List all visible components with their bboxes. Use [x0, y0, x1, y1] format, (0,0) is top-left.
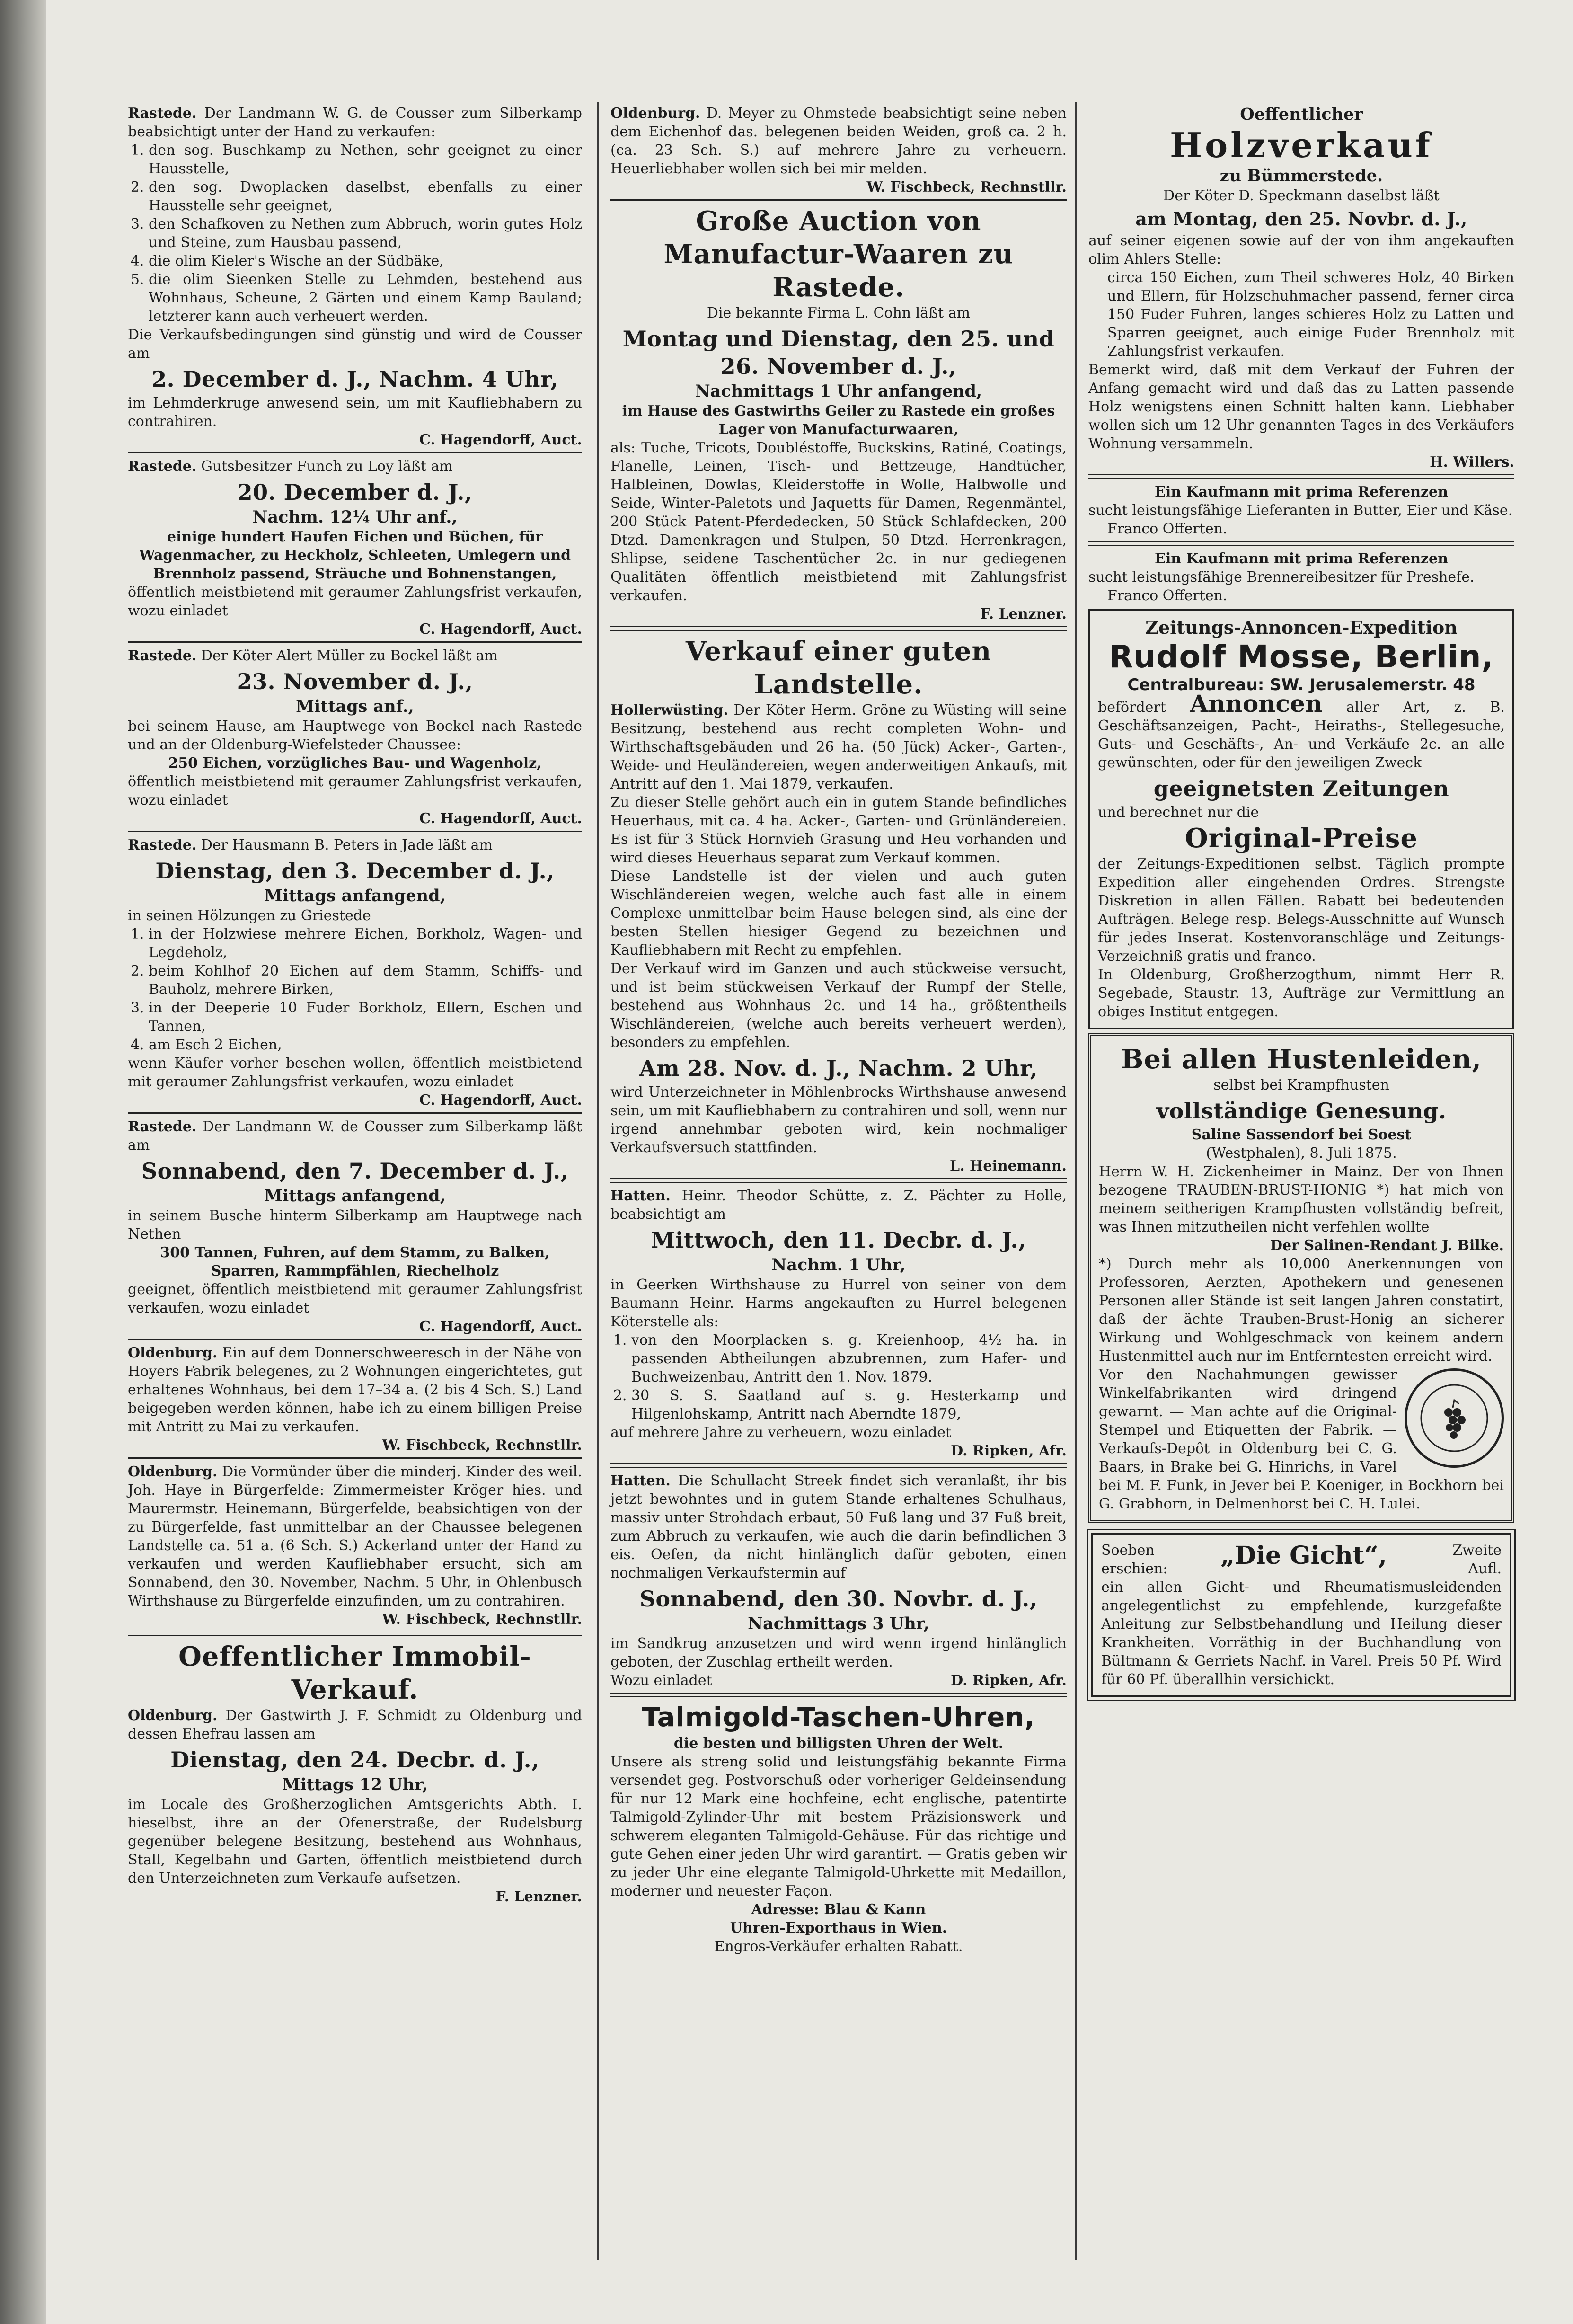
ad-separator [1088, 541, 1514, 546]
ad-kaufmann-butter: Ein Kaufmann mit prima Referenzen sucht leistungsfähige Lieferanten in Butter, Eier und Käse. Franco Offerten. [1088, 484, 1513, 537]
column-divider [597, 102, 599, 2260]
ad-separator [128, 1632, 582, 1636]
ad-separator [610, 199, 1067, 201]
ad-separator [610, 1693, 1067, 1697]
ad-manufactur-auction: Große Auction von Manufactur-Waaren zu Rastede. Die bekannte Firma L. Cohn läßt am Montag und Dienstag, den 25. und 26. November d. J., Nachmittags 1 Uhr anfangend, im Hause des Gastwirths Geiler zu Rastede ein großes Lager von Manufacturwaaren, als: Tuche, Tricots, Doubléstoffe, Buckskins, Ratiné, Coatings, Flanelle, Leinen, Tisch- und Bettzeuge, Handtücher, Halbleinen, Dowlas, Kleiderstoffe in Wolle, Halbwolle und Seide, Winter-Paletots und Jaquetts für Damen, Regenmäntel, 200 Stück Patent-Pferdedecken, 50 Stück Schlafdecken, 200 Dtzd. Damenkragen und Stulpen, 50 Dtzd. Herrenkragen, Shlipse, seidene Taschentücher 2c. in nur gediegenen Qualitäten öffentlich meistbietend mit Zahlungsfrist verkaufen. F. Lenzner. [610, 205, 1067, 622]
ad-rastede-mueller: Rastede. Der Köter Alert Müller zu Bockel läßt am 23. November d. J., Mittags anf., bei seinem Hause, am Hauptwege von Bockel nach Rastede und an der Oldenburg-Wiefelsteder Chaussee: 250 Eichen, vorzügliches Bau- und Wagenholz, öffentlich meistbietend mit geraumer Zahlungsfrist verkaufen, wozu einladet C. Hagendorff, Auct. [128, 648, 582, 827]
book-spine [0, 0, 46, 2324]
ad-talmigold-uhren: Talmigold-Taschen-Uhren, die besten und billigsten Uhren der Welt. Unsere als streng solid und leistungsfähig bekannte Firma versendet geg. Postvorschuß oder vorheriger Geldeinsendung für nur 12 Mark eine hochfeine, echt englische, patentirte Talmigold-Zylinder-Uhr mit bestem Präzisionswerk und schwerem eleganten Talmigold-Gehäuse. Für das richtige und gute Gehen einer jeden Uhr wird garantirt. — Gratis geben wir zu jeder Uhr eine elegante Talmigold-Uhrkette mit Medaillon, moderner und neuester Façon. Adresse: Blau & Kann Uhren-Exporthaus in Wien. Engros-Verkäufer erhalten Rabatt. [610, 1702, 1067, 1955]
ad-separator [128, 1112, 582, 1114]
ad-trauben-brust-honig: Bei allen Hustenleiden, selbst bei Krampfhusten vollständige Genesung. Saline Sassendorf bei Soest (Westphalen), 8. Juli 1875. Herrn W. H. Zickenheimer in Mainz. Der von Ihnen bezogene TRAUBEN-BRUST-HONIG *) hat mich von meinem seitherigen Krampfhusten vollständig befreit, was Ihnen mitzutheilen nicht verfehlen wollte Der Salinen-Rendant J. Bilke. *) Durch mehr als 10,000 Anerkennungen von Professoren, Aerzten, Apothekern und genesenen Personen aller Stände ist seit langen Jahren constatirt, daß der ächte Trauben-Brust-Honig an sicherer Wirkung und Wohlgeschmack von keinem andern Hustenmittel auch nur im Entferntesten erreicht wird. Vor den Nachahmungen gewisser Winkelfabrikanten wird dringend gewarnt. — Man achte auf die Original-Stempel und Etiquetten der Fabrik. — Verkaufs-Depôt in Oldenburg bei C. G. Baars, in Brake bei G. Hinrichs, in Varel bei M. F. Funk, in Jever bei P. Koeniger, in Bockhorn bei G. Grabhorn, in Delmenhorst bei C. H. Lulei. [1088, 1033, 1514, 1523]
ad-oldenburg-vormuender: Oldenburg. Die Vormünder über die minderj. Kinder des weil. Joh. Haye in Bürgerfelde: Zimmermeister Kröger hies. und Maurermstr. Heinemann, Bürgerfelde, beabsichtigen von der zu Bürgerfelde, fast unmittelbar an der Chaussee belegenen Landstelle ca. 51 a. (6 Sch. S.) Ackerland unter der Hand zu verkaufen und werden Kaufliebhaber ersucht, sich am Sonnabend, den 30. November, Nachm. 5 Uhr, in Ohlenbusch Wirthshause zu Bürgerfelde einzufinden, um zu contrahiren. W. Fischbeck, Rechnstllr. [128, 1464, 582, 1628]
ad-separator [610, 1178, 1067, 1183]
ad-rastede-silberkamp: Rastede. Der Landmann W. de Cousser zum Silberkamp läßt am Sonnabend, den 7. December d. J., Mittags anfangend, in seinem Busche hinterm Silberkamp am Hauptwege nach Nethen 300 Tannen, Fuhren, auf dem Stamm, zu Balken, Sparren, Rammpfählen, Riechelholz geeignet, öffentlich meistbietend mit geraumer Zahlungsfrist verkaufen, wozu einladet C. Hagendorff, Auct. [128, 1118, 582, 1335]
column-left [128, 104, 582, 1909]
ad-die-gicht: Soeben erschien: Zweite Aufl. „Die Gicht“, ein allen Gicht- und Rheumatismusleidenden angelegentlichst zu empfehlende, kurzgefaßte Anleitung zur Selbstbehandlung und Heilung dieser Krankheiten. Vorräthig in der Buchhandlung von Bültmann & Gerriets Nachf. in Varel. Preis 50 Pf. Wird für 60 Pf. überallhin versichickt. [1091, 1533, 1511, 1697]
ad-oldenburg-meyer: Oldenburg. D. Meyer zu Ohmstede beabsichtigt seine neben dem Eichenhof das. belegenen beiden Weiden, groß ca. 2 h. (ca. 23 Sch. S.) auf mehrere Jahre zu verheuern. Heuerliebhaber wollen sich bei mir melden. W. Fischbeck, Rechnstllr. [610, 105, 1067, 195]
ad-separator [128, 1339, 582, 1340]
ad-oldenburg-wohnhaus: Oldenburg. Ein auf dem Donnerschweeresch in der Nähe von Hoyers Fabrik belegenes, zu 2 Wohnungen eingerichtetes, gut erhaltenes Wohnhaus, bei dem 17–34 a. (2 bis 4 Sch. S.) Land beigegeben werden können, habe ich zu einem billigen Preise mit Antritt zu Mai zu verkaufen. W. Fischbeck, Rechnstllr. [128, 1345, 582, 1454]
ad-separator [610, 1463, 1067, 1468]
column-middle [610, 104, 1067, 1959]
column-divider [1075, 102, 1077, 2260]
ad-separator [1088, 474, 1514, 479]
ad-immobil-verkauf: Oeffentlicher Immobil-Verkauf. Oldenburg. Der Gastwirth J. F. Schmidt zu Oldenburg und dessen Ehefrau lassen am Dienstag, den 24. Decbr. d. J., Mittags 12 Uhr, im Locale des Großherzoglichen Amtsgerichts Abth. I. hieselbst, ihre an der Ofenerstraße, der Rudelsburg gegenüber belegene Besitzung, bestehend aus Wohnhaus, Stall, Kegelbahn und Garten, öffentlich meistbietend durch den Unterzeichneten zum Verkaufe aufsetzen. F. Lenzner. [128, 1641, 582, 1905]
ad-rastede-peters: Rastede. Der Hausmann B. Peters in Jade läßt am Dienstag, den 3. December d. J., Mittags anfangend, in seinen Hölzungen zu Griestede 1. in der Holzwiese mehrere Eichen, Borkholz, Wagen- und Legdeholz, 2. beim Kohlhof 20 Eichen auf dem Stamm, Schiffs- und Bauholz, mehrere Birken, 3. in der Deeperie 10 Fuder Borkholz, Ellern, Eschen und Tannen, 4. am Esch 2 Eichen, wenn Käufer vorher besehen wollen, öffentlich meistbietend mit geraumer Zahlungsfrist verkaufen, wozu einladet C. Hagendorff, Auct. [128, 836, 582, 1109]
ad-hatten-schuette: Hatten. Heinr. Theodor Schütte, z. Z. Pächter zu Holle, beabsichtigt am Mittwoch, den 11. Decbr. d. J., Nachm. 1 Uhr, in Geerken Wirthshause zu Hurrel von seiner von dem Baumann Heinr. Harms angekauften zu Hurrel belegenen Köterstelle als: 1. von den Moorplacken s. g. Kreienhoop, 4½ ha. in passenden Abtheilungen abzubrennen, zum Hafer- und Buchweizenbau, Antritt den 1. Nov. 1879. 2. 30 S. S. Saatland auf s. g. Hesterkamp und Hilgenlohskamp, Antritt nach Aberndte 1879, auf mehrere Jahre zu verheuern, wozu einladet D. Ripken, Afr. [610, 1187, 1067, 1460]
ad-landstelle-verkauf: Verkauf einer guten Landstelle. Hollerwüsting. Der Köter Herm. Gröne zu Wüsting will seine Besitzung, bestehend aus recht completen Wohn- und Wirthschaftsgebäuden und 26 ha. (50 Jück) Acker-, Garten-, Weide- und Heuländereien, wegen anderweitigen Ankaufs, mit Antritt auf den 1. Mai 1879, verkaufen. Zu dieser Stelle gehört auch ein in gutem Stande befindliches Heuerhaus, mit ca. 4 ha. Acker-, Garten- und Grünländereien. Es ist für 3 Stück Hornvieh Grasung und Heu vorhanden und wird dieses Heuerhaus separat zum Verkauf kommen. Diese Landstelle ist der vielen und auch guten Wischländereien wegen, welche auch fast alle in einem Complexe unmittelbar beim Hause belegen sind, als eine der besten Stellen hiesiger Gegend zu bezeichnen und Kaufliebhabern mit Recht zu empfehlen. Der Verkauf wird im Ganzen und auch stückweise versucht, und ist beim stückweisen Verkauf der Rumpf der Stelle, bestehend aus Wohnhaus 2c. und 14 ha., größtentheils Wischländereien, (welche auch bereits verheuert werden), besonders zu empfehlen. Am 28. Nov. d. J., Nachm. 2 Uhr, wird Unterzeichneter in Möhlenbrocks Wirthshause anwesend sein, um mit Kaufliebhabern zu contrahiren und soll, wenn nur irgend annehmbar geboten wird, kein nochmaliger Verkaufsversuch stattfinden. L. Heinemann. [610, 636, 1067, 1174]
column-right [1088, 104, 1514, 1707]
ad-separator [128, 1457, 582, 1459]
ad-kaufmann-preshefe: Ein Kaufmann mit prima Referenzen sucht leistungsfähige Brennereibesitzer für Preshefe. Franco Offerten. [1088, 550, 1475, 604]
ad-separator [128, 641, 582, 643]
ad-separator [610, 626, 1067, 631]
ad-hatten-schulhaus: Hatten. Die Schullacht Streek findet sich veranlaßt, ihr bis jetzt bewohntes und in gutem Stande erhaltenes Schulhaus, massiv unter Strohdach erbaut, 50 Fuß lang und 37 Fuß breit, zum Abbruch zu verkaufen, wie auch die darin befindlichen 3 eis. Oefen, da nicht hinlänglich dafür geboten, einen nochmaligen Verkaufstermin auf Sonnabend, den 30. Novbr. d. J., Nachmittags 3 Uhr, im Sandkrug anzusetzen und wird wenn irgend hinlänglich geboten, der Zuschlag ertheilt werden. Wozu einladet D. Ripken, Afr. [610, 1472, 1067, 1689]
ad-separator [128, 831, 582, 832]
ad-separator [128, 452, 582, 453]
zickenheimer-seal-icon [1405, 1368, 1504, 1468]
ad-rudolf-mosse: Zeitungs-Annoncen-Expedition Rudolf Mosse, Berlin, Centralbureau: SW. Jerusalemerstr. 48 befördert Annoncen aller Art, z. B. Geschäftsanzeigen, Pacht-, Heiraths-, Stellegesuche, Guts- und Geschäfts-, An- und Verkäufe 2c. an alle gewünschten, oder für den jeweiligen Zweck geeignetsten Zeitungen und berechnet nur die Original-Preise der Zeitungs-Expeditionen selbst. Täglich prompte Expedition aller eingehenden Ordres. Strengste Diskretion in allen Fällen. Rabatt bei bedeutenden Aufträgen. Belege resp. Belegs-Ausschnitte auf Wunsch für jedes Inserat. Kostenvoranschläge und Zeitungs-Verzeichniß gratis und franco. In Oldenburg, Großherzogthum, nimmt Herr R. Segebade, Staustr. 13, Aufträge zur Vermittlung an obiges Institut entgegen. [1088, 609, 1514, 1029]
ad-rastede-funch: Rastede. Gutsbesitzer Funch zu Loy läßt am 20. December d. J., Nachm. 12¼ Uhr anf., einige hundert Haufen Eichen und Büchen, für Wagenmacher, zu Heckholz, Schleeten, Umlegern und Brennholz passend, Sträuche und Bohnenstangen, öffentlich meistbietend mit geraumer Zahlungsfrist verkaufen, wozu einladet C. Hagendorff, Auct. [128, 458, 582, 638]
ad-rastede-de-cousser-sale: Rastede. Der Landmann W. G. de Cousser zum Silberkamp beabsichtigt unter der Hand zu verkaufen: 1. den sog. Buschkamp zu Nethen, sehr geeignet zu einer Hausstelle, 2. den sog. Dwoplacken daselbst, ebenfalls zu einer Hausstelle sehr geeignet, 3. den Schafkoven zu Nethen zum Abbruch, worin gutes Holz und Steine, zum Hausbau passend, 4. die olim Kieler's Wische an der Südbäke, 5. die olim Sieenken Stelle zu Lehmden, bestehend aus Wohnhaus, Scheune, 2 Gärten und einem Kamp Bauland; letzterer kann auch verheuert werden. Die Verkaufsbedingungen sind günstig und wird de Cousser am 2. December d. J., Nachm. 4 Uhr, im Lehmderkruge anwesend sein, um mit Kaufliebhabern zu contrahiren. C. Hagendorff, Auct. [128, 104, 582, 449]
ad-holzverkauf: Oeffentlicher Holzverkauf zu Bümmerstede. Der Köter D. Speckmann daselbst läßt am Montag, den 25. Novbr. d. J., auf seiner eigenen sowie auf der von ihm angekauften olim Ahlers Stelle: circa 150 Eichen, zum Theil schweres Holz, 40 Birken und Ellern, für Holzschuhmacher passend, ferner circa 150 Fuder Fuhren, langes schieres Holz zu Latten und Sparren geeignet, auch einige Fuder Brennholz mit Zahlungsfrist verkaufen. Bemerkt wird, daß mit dem Verkauf der Fuhren der Anfang gemacht wird und daß das zu Latten passende Holz wenigstens einen Schnitt halten kann. Liebhaber wollen sich um 12 Uhr genannten Tages in des Verkäufers Wohnung versammeln. H. Willers. [1088, 105, 1514, 470]
